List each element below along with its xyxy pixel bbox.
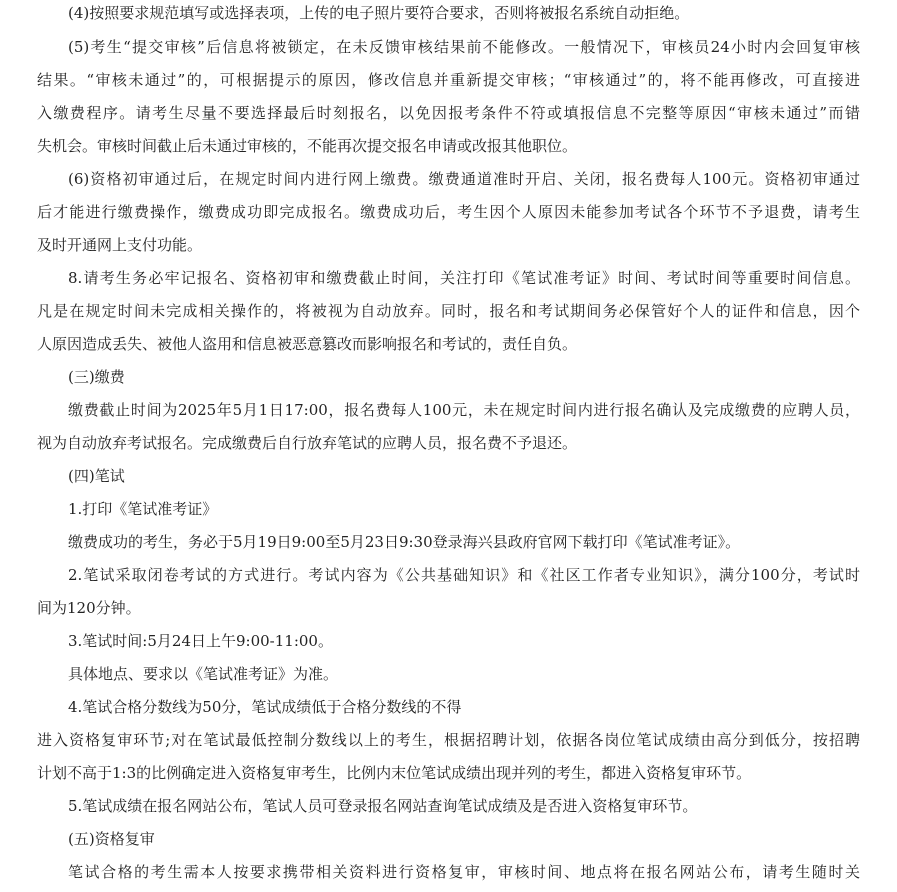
text-line: 1.打印《笔试准考证》 [68, 500, 218, 518]
text-line: (6)资格初审通过后，在规定时间内进行网上缴费。缴费通道准时开启、关闭，报名费每人100元。资格初审通过 [68, 170, 860, 188]
text-line: 入缴费程序。请考生尽量不要选择最后时刻报名，以免因报考条件不符或填报信息不完整等原因“审核未通过”而错 [37, 104, 860, 122]
text-line: 3.笔试时间:5月24日上午9:00-11:00。 [68, 632, 333, 650]
text-line: 进入资格复审环节;对在笔试最低控制分数线以上的考生，根据招聘计划，依据各岗位笔试成绩由高分到低分，按招聘 [37, 731, 860, 749]
text-line: 人原因造成丢失、被他人盗用和信息被恶意篡改而影响报名和考试的，责任自负。 [37, 335, 578, 353]
text-line: 5.笔试成绩在报名网站公布，笔试人员可登录报名网站查询笔试成绩及是否进入资格复审环节。 [68, 797, 698, 815]
text-line: 具体地点、要求以《笔试准考证》为准。 [68, 665, 339, 683]
text-line: 失机会。审核时间截止后未通过审核的，不能再次提交报名申请或改报其他职位。 [37, 137, 578, 155]
text-line: 凡是在规定时间未完成相关操作的，将被视为自动放弃。同时，报名和考试期间务必保管好个人的证件和信息，因个 [37, 302, 860, 320]
text-line: 间为120分钟。 [37, 599, 141, 617]
text-line: (5)考生“提交审核”后信息将被锁定，在未反馈审核结果前不能修改。一般情况下，审核员24小时内会回复审核 [68, 38, 860, 56]
text-line: (4)按照要求规范填写或选择表项，上传的电子照片要符合要求，否则将被报名系统自动拒绝。 [68, 4, 690, 22]
text-line: 8.请考生务必牢记报名、资格初审和缴费截止时间，关注打印《笔试准考证》时间、考试时间等重要时间信息。 [68, 269, 860, 287]
text-line: 4.笔试合格分数线为50分，笔试成绩低于合格分数线的不得 [68, 698, 462, 716]
section-heading: (三)缴费 [68, 368, 125, 386]
text-line: 及时开通网上支付功能。 [37, 236, 203, 254]
section-heading: (四)笔试 [68, 467, 125, 485]
text-line: 笔试合格的考生需本人按要求携带相关资料进行资格复审，审核时间、地点将在报名网站公布，请考生随时关 [68, 863, 860, 881]
text-line: 缴费成功的考生，务必于5月19日9:00至5月23日9:30登录海兴县政府官网下载打印《笔试准考证》。 [68, 533, 741, 551]
text-line: 计划不高于1:3的比例确定进入资格复审考生，比例内末位笔试成绩出现并列的考生，都进入资格复审环节。 [37, 764, 752, 782]
text-line: 缴费截止时间为2025年5月1日17:00，报名费每人100元，未在规定时间内进行报名确认及完成缴费的应聘人员， [68, 401, 860, 419]
text-line: 视为自动放弃考试报名。完成缴费后自行放弃笔试的应聘人员，报名费不予退还。 [37, 434, 578, 452]
text-line: 后才能进行缴费操作，缴费成功即完成报名。缴费成功后，考生因个人原因未能参加考试各个环节不予退费，请考生 [37, 203, 860, 221]
text-line: 2.笔试采取闭卷考试的方式进行。考试内容为《公共基础知识》和《社区工作者专业知识》，满分100分，考试时 [68, 566, 860, 584]
text-line: 结果。“审核未通过”的，可根据提示的原因，修改信息并重新提交审核；“审核通过”的，将不能再修改，可直接进 [37, 71, 860, 89]
section-heading: (五)资格复审 [68, 830, 155, 848]
